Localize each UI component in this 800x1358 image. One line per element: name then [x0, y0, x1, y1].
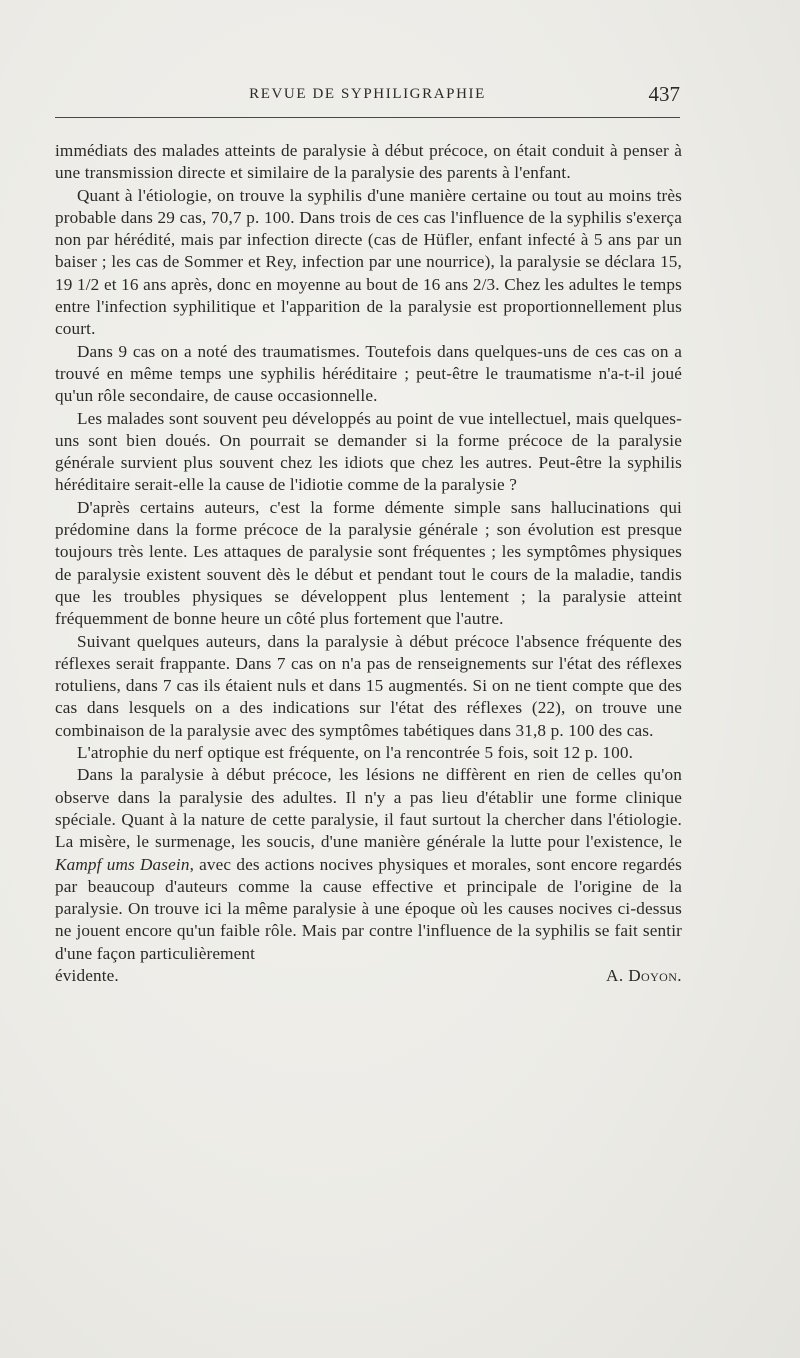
final-word: évidente.	[55, 965, 119, 985]
running-head: REVUE DE SYPHILIGRAPHIE	[249, 86, 486, 102]
conclusion-text-end: , avec des actions nocives physiques et morales, sont encore regardés par beaucoup d'auteurs comme la cause effective et principale de l'origine de la paralysie. On trouve ici la même paralysie à une époque où les causes nocives ci-dessus ne jouent encore qu'un faible rôle. Mais par contre l'influence de la syphilis se fait sentir d'une façon particulièrement	[55, 854, 682, 963]
author-signature: A. Doyon.	[606, 965, 682, 985]
header-rule	[55, 117, 680, 118]
paragraph-optic-atrophy: L'atrophie du nerf optique est fréquente, on l'a rencontrée 5 fois, soit 12 p. 100.	[77, 743, 634, 763]
article-body	[55, 140, 682, 987]
paragraph-etiology: Quant à l'étiologie, on trouve la syphilis d'une manière certaine ou tout au moins très probable dans 29 cas, 70,7 p. 100. Dans trois de ces cas l'influence de la syphilis s'exerça non par hérédité, mais par infection directe (cas de Hüfler, enfant infecté à 5 ans par un baiser ; les cas de Sommer et Rey, infection par une nourrice), la paralysie se déclara 15, 19 1/2 et 16 ans après, donc en moyenne au bout de 16 ans 2/3. Chez les adultes le temps entre l'infection syphilitique et l'apparition de la paralysie est proportionnellement plus court.	[55, 185, 682, 339]
page-number: 437	[648, 82, 680, 106]
paragraph-conclusion	[55, 764, 682, 965]
paragraph-traumatisms: Dans 9 cas on a noté des traumatismes. Toutefois dans quelques-uns de ces cas on a trouvé en même temps une syphilis héréditaire ; peut-être le traumatisme n'a-t-il joué qu'un rôle secondaire, de cause occasionnelle.	[55, 341, 682, 406]
page-header	[55, 84, 680, 108]
conclusion-text-start: Dans la paralysie à début précoce, les lésions ne diffèrent en rien de celles qu'on observe dans la paralysie des adultes. Il n'y a pas lieu d'établir une forme clinique spéciale. Quant à la nature de cette paralysie, il faut surtout la chercher dans l'étiologie. La misère, le surmenage, les soucis, d'une manière générale la lutte pour l'existence, le	[55, 765, 682, 852]
closing-line	[55, 965, 682, 987]
kampf-ums-dasein: Kampf ums Dasein	[55, 854, 190, 874]
paragraph-continuation: immédiats des malades atteints de paralysie à début précoce, on était conduit à penser à une transmission directe et similaire de la paralysie des parents à l'enfant.	[55, 141, 682, 183]
paragraph-reflexes: Suivant quelques auteurs, dans la paralysie à début précoce l'absence fréquente des réflexes serait frappante. Dans 7 cas on n'a pas de renseignements sur l'état des réflexes rotuliens, dans 7 cas ils étaient nuls et dans 15 augmentés. Si on ne tient compte que des cas dans lesquels on a des indications sur l'état des réflexes (22), on trouve une combinaison de la paralysie avec des symptômes tabétiques dans 31,8 p. 100 des cas.	[55, 631, 682, 740]
paragraph-dementia-form: D'après certains auteurs, c'est la forme démente simple sans hallucinations qui prédomine dans la forme précoce de la paralysie générale ; son évolution est presque toujours très lente. Les attaques de paralysie sont fréquentes ; les symptômes physiques de paralysie existent souvent dès le début et pendant tout le cours de la maladie, tandis que les troubles physiques se développent plus lentement ; la paralysie atteint fréquemment de bonne heure un côté plus fortement que l'autre.	[55, 497, 682, 629]
paragraph-intellect: Les malades sont souvent peu développés au point de vue intellectuel, mais quelques-uns sont bien doués. On pourrait se demander si la forme précoce de la paralysie générale survient plus souvent chez les idiots que chez les autres. Peut-être la syphilis héréditaire serait-elle la cause de l'idiotie comme de la paralysie ?	[55, 408, 682, 495]
